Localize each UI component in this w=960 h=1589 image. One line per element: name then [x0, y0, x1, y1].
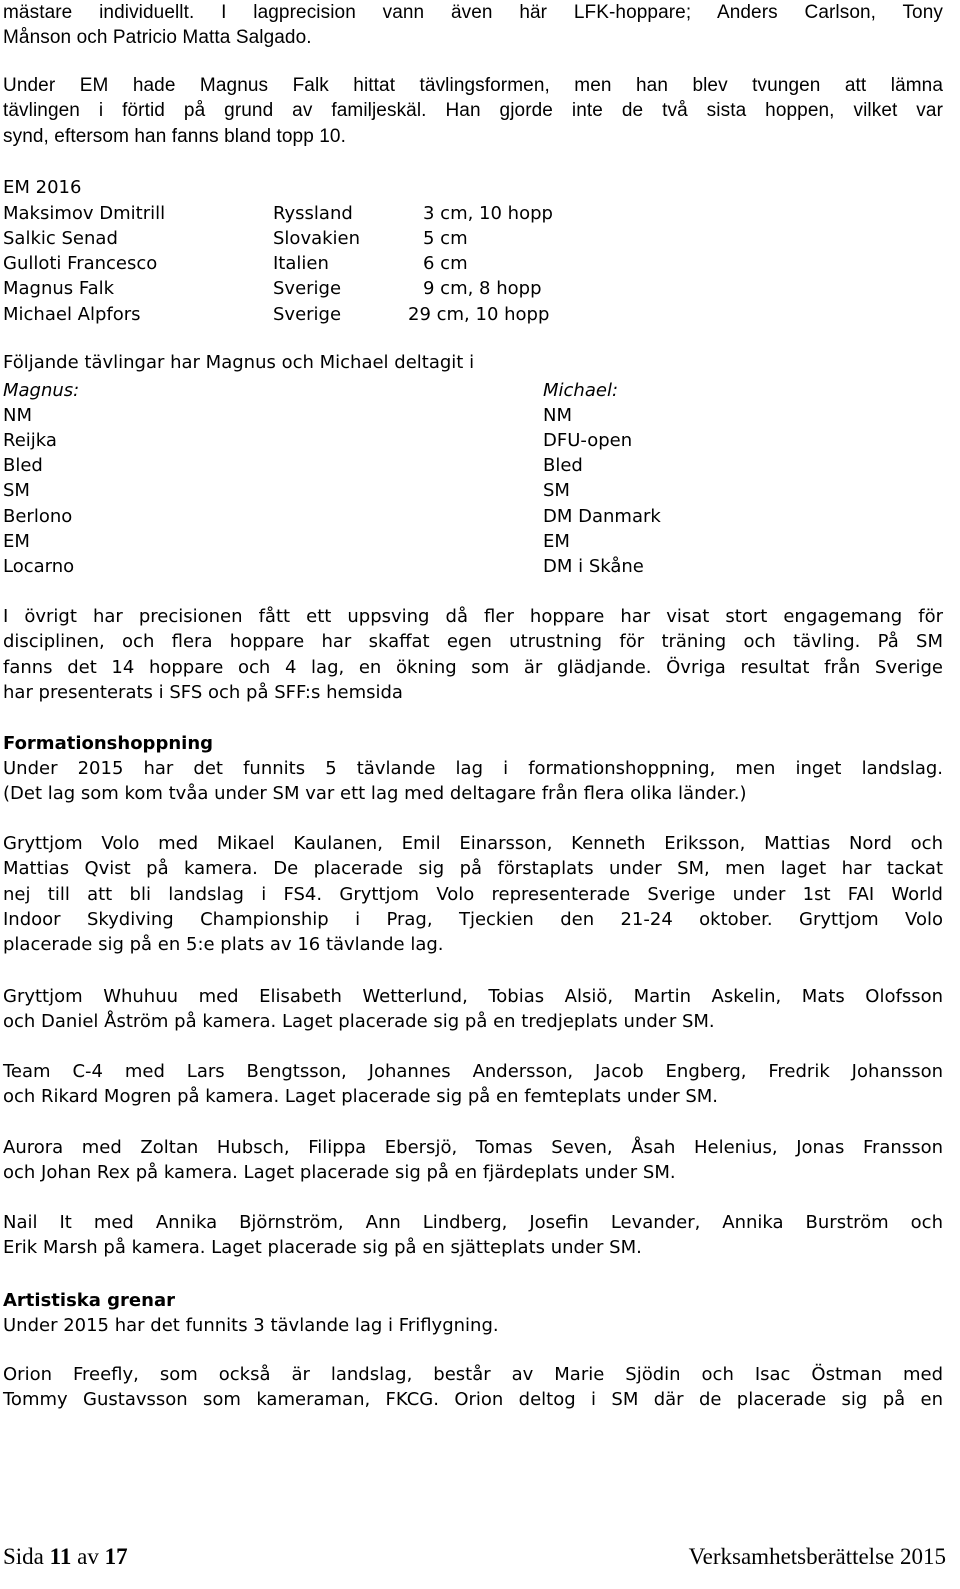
em-country: Ryssland — [273, 203, 353, 224]
paragraph-gryttjom-volo: Gryttjom Volo med Mikael Kaulanen, Emil Einarsson, Kenneth Eriksson, Mattias Nord och Mattias Qvist på kamera. De placerade sig på förstaplats under SM, men laget har tackat nej till att bli landslag i FS4. Gryttjom Volo representerade Sverige under 1st FAI World Indoor Skydiving Championship i Prag, Tjeckien den 21-24 oktober. Gryttjom Volo placerade sig på en 5:e plats av 16 tävlande lag. — [3, 833, 943, 956]
magnus-competition: Berlono — [3, 506, 73, 527]
em-name: Maksimov Dmitrill — [3, 203, 166, 224]
em-name: Salkic Senad — [3, 228, 118, 249]
paragraph-em-magnus: Under EM hade Magnus Falk hittat tävlingsformen, men han blev tvungen att lämna tävlingen i förtid på grund av familjeskäl. Han gjorde inte de två sista hoppen, vilket var synd, eftersom han fanns bland topp 10. — [3, 75, 943, 147]
em-result: 9 cm, 8 hopp — [423, 278, 542, 299]
paragraph-team-c4: Team C-4 med Lars Bengtsson, Johannes Andersson, Jacob Engberg, Fredrik Johansson och Rikard Mogren på kamera. Laget placerade sig på en femteplats under SM. — [3, 1061, 943, 1108]
em-country: Slovakien — [273, 228, 361, 249]
em-result: 29 cm, 10 hopp — [408, 304, 550, 325]
magnus-competition: Bled — [3, 455, 43, 476]
document-title-footer: Verksamhetsberättelse 2015 — [688, 1544, 946, 1569]
page-number-footer: Sida 11 av 17 — [3, 1544, 128, 1569]
paragraph-orion-freefly: Orion Freefly, som också är landslag, består av Marie Sjödin och Isac Östman med Tommy Gustavsson som kameraman, FKCG. Orion deltog i SM där de placerade sig på en — [3, 1364, 943, 1411]
em-country: Sverige — [273, 304, 342, 325]
em-country: Sverige — [273, 278, 342, 299]
magnus-competition: NM — [3, 405, 32, 426]
em-result: 5 cm — [423, 228, 468, 249]
magnus-competition: Reijka — [3, 430, 57, 451]
michael-competition: Bled — [543, 455, 583, 476]
current-page-number: 11 — [49, 1544, 72, 1569]
em-name: Michael Alpfors — [3, 304, 141, 325]
magnus-header: Magnus: — [3, 380, 80, 401]
paragraph-nail-it: Nail It med Annika Björnström, Ann Lindberg, Josefin Levander, Annika Burström och Erik Marsh på kamera. Laget placerade sig på en sjätteplats under SM. — [3, 1212, 943, 1259]
total-page-count: 17 — [104, 1544, 128, 1569]
michael-competition: EM — [543, 531, 570, 552]
heading-formationshoppning: Formationshoppning — [3, 733, 214, 754]
michael-competition: DM i Skåne — [543, 556, 644, 577]
heading-artistiska-grenar: Artistiska grenar — [3, 1290, 175, 1311]
michael-competition: SM — [543, 480, 570, 501]
michael-competition: NM — [543, 405, 572, 426]
paragraph-artistic-intro: Under 2015 har det funnits 3 tävlande lag i Friflygning. — [3, 1315, 499, 1336]
paragraph-lagprecision: mästare individuellt. I lagprecision vann även här LFK-hoppare; Anders Carlson, Tony Månson och Patricio Matta Salgado. — [3, 2, 943, 49]
competitions-intro: Följande tävlingar har Magnus och Michael deltagit i — [3, 352, 475, 373]
em-table-title: EM 2016 — [3, 177, 82, 198]
em-name: Gulloti Francesco — [3, 253, 158, 274]
michael-header: Michael: — [543, 380, 619, 401]
michael-competition: DM Danmark — [543, 506, 661, 527]
paragraph-aurora: Aurora med Zoltan Hubsch, Filippa Ebersjö, Tomas Seven, Åsah Helenius, Jonas Fransson och Johan Rex på kamera. Laget placerade sig på en fjärdeplats under SM. — [3, 1137, 943, 1184]
em-result: 3 cm, 10 hopp — [423, 203, 553, 224]
em-name: Magnus Falk — [3, 278, 115, 299]
em-result: 6 cm — [423, 253, 468, 274]
paragraph-precision-growth: I övrigt har precisionen fått ett uppsving då fler hoppare har visat stort engagemang för disciplinen, och flera hoppare har skaffat egen utrustning för träning och tävling. På SM fanns det 14 hoppare och 4 lag, en ökning som är glädjande. Övriga resultat från Sverige har presenterats i SFS och på SFF:s hemsida — [3, 606, 943, 703]
michael-competition: DFU-open — [543, 430, 633, 451]
paragraph-gryttjom-whuhuu: Gryttjom Whuhuu med Elisabeth Wetterlund, Tobias Alsiö, Martin Askelin, Mats Olofsson och Daniel Åström på kamera. Laget placerade sig på en tredjeplats under SM. — [3, 986, 943, 1033]
magnus-competition: SM — [3, 480, 30, 501]
paragraph-formation-intro: Under 2015 har det funnits 5 tävlande lag i formationshoppning, men inget landslag. (Det lag som kom tvåa under SM var ett lag med deltagare från flera olika länder.) — [3, 758, 943, 805]
em-country: Italien — [273, 253, 329, 274]
magnus-competition: Locarno — [3, 556, 75, 577]
magnus-competition: EM — [3, 531, 30, 552]
